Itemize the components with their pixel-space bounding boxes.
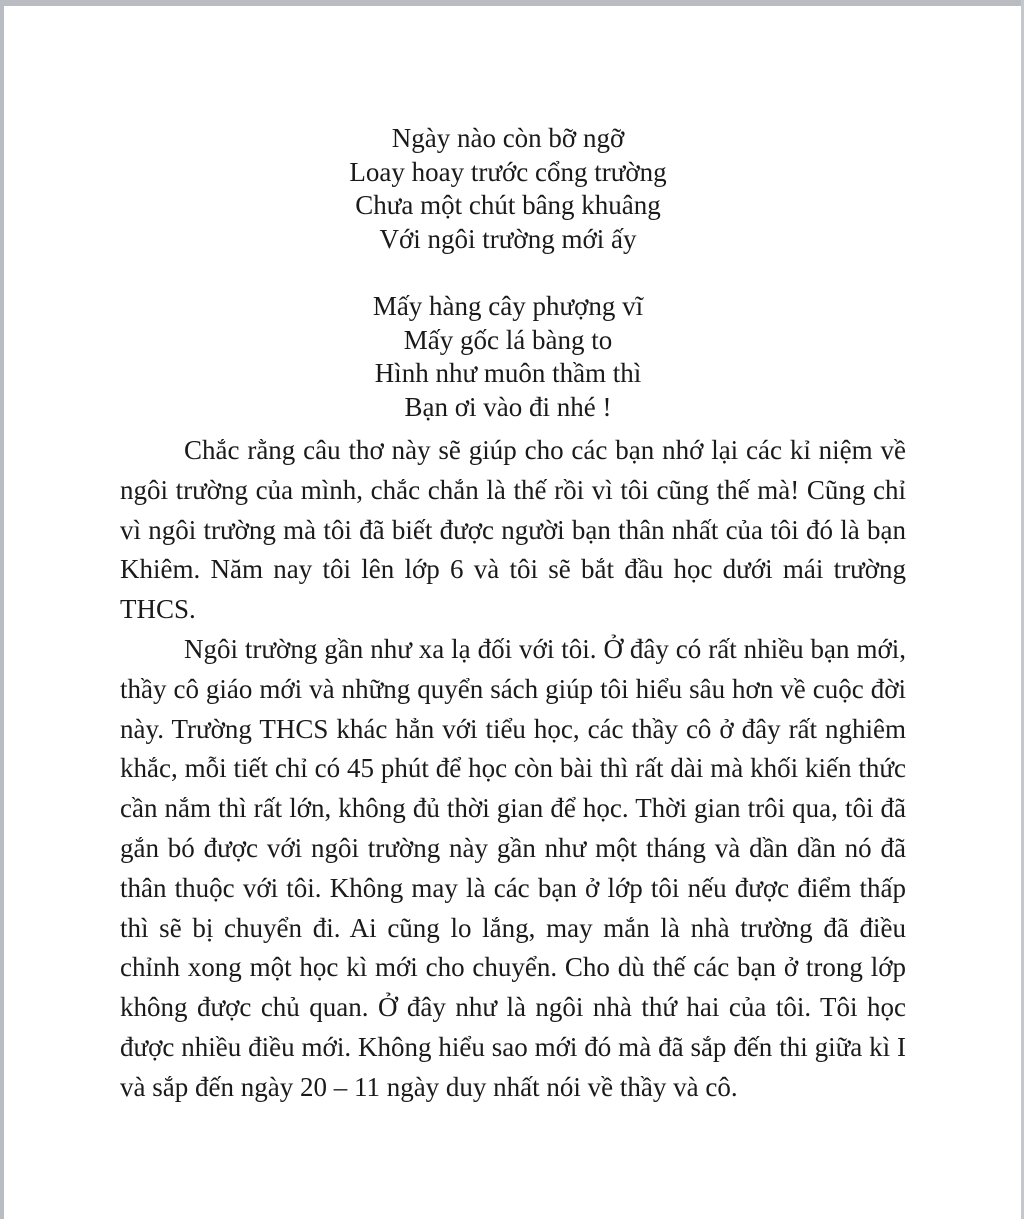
poem-line: Ngày nào còn bỡ ngỡ — [391, 123, 625, 153]
poem-line: Mấy gốc lá bàng to — [403, 324, 613, 355]
poem-line: Với ngôi trường mới ấy — [379, 223, 637, 254]
poem-line: Hình như muôn thầm thì — [374, 358, 642, 388]
paragraph: Chắc rằng câu thơ này sẽ giúp cho các bạn nhớ lại các kỉ niệm về ngôi trường của mình, chắc chắn là thế rồi vì tôi cũng thế mà! Cũng chỉ vì ngôi trường mà tôi đã biết được người bạn thân nhất của tôi đó là bạn Khiêm. Năm nay tôi lên lớp 6 và tôi sẽ bắt đầu học dưới mái trường THCS. — [120, 435, 906, 625]
poem-line: Loay hoay trước cổng trường — [349, 156, 667, 187]
paragraph: Ngôi trường gần như xa lạ đối với tôi. Ở đây có rất nhiều bạn mới, thầy cô giáo mới và những quyển sách giúp tôi hiểu sâu hơn về cuộc đời này. Trường THCS khác hẳn với tiểu học, các thầy cô ở đây rất nghiêm khắc, mỗi tiết chỉ có 45 phút để học còn bài thì rất dài mà khối kiến thức cần nắm thì rất lớn, không đủ thời gian để học. Thời gian trôi qua, tôi đã gắn bó được với ngôi trường này gần như một tháng và dần dần nó đã thân thuộc với tôi. Không may là các bạn ở lớp tôi nếu được điểm thấp thì sẽ bị chuyển đi. Ai cũng lo lắng, may mắn là nhà trường đã điều chỉnh xong một học kì mới cho chuyển. Cho dù thế các bạn ở trong lớp không được chủ quan. Ở đây như là ngôi nhà thứ hai của tôi. Tôi học được nhiều điều mới. Không hiểu sao mới đó mà đã sắp đến thi giữa kì I và sắp đến ngày 20 – 11 ngày duy nhất nói về thầy và cô. — [120, 633, 906, 1102]
prose-body — [120, 431, 906, 1108]
stanza-gap — [0, 256, 1020, 290]
poem-line: Mấy hàng cây phượng vĩ — [372, 291, 644, 321]
poem-line: Chưa một chút bâng khuâng — [355, 190, 661, 220]
poem — [0, 122, 1020, 424]
poem-line: Bạn ơi vào đi nhé ! — [404, 391, 612, 422]
